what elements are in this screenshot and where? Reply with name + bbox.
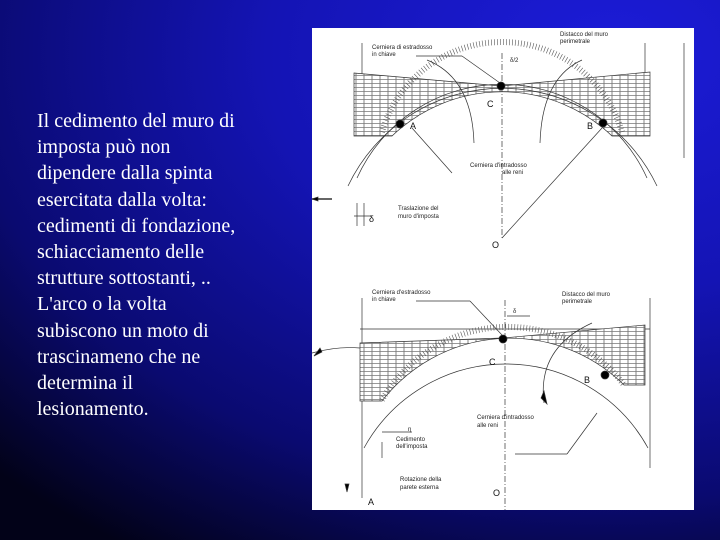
text-line: trascinameno che ne xyxy=(37,345,201,368)
label-hinge-key-2: in chiave xyxy=(372,52,396,58)
text-line: determina il xyxy=(37,372,134,395)
top-diagram xyxy=(312,42,684,238)
text-line: L'arco o la volta xyxy=(37,293,167,316)
label-eta: η xyxy=(408,427,412,433)
label-settlement-1: Cedimento xyxy=(396,437,426,443)
point-o-bottom: O xyxy=(493,488,501,498)
point-c: C xyxy=(487,99,494,109)
label-intrados-1-bottom: Cerniera d'intradosso xyxy=(477,415,534,421)
bottom-diagram xyxy=(312,298,650,510)
text-line: strutture sottostanti, .. xyxy=(37,267,211,290)
arch-mechanism-figure xyxy=(312,28,694,510)
slide-body-text xyxy=(37,108,307,422)
label-rotation-1: Rotazione della xyxy=(400,477,442,483)
label-hinge-key-2-bottom: in chiave xyxy=(372,297,396,303)
point-c-bottom: C xyxy=(489,357,496,367)
label-delta-bottom: δ xyxy=(513,309,517,315)
text-line: cedimenti di fondazione, xyxy=(37,214,236,237)
text-line: dipendere dalla spinta xyxy=(37,162,213,185)
label-translation-1: Traslazione del xyxy=(398,206,439,212)
label-detach-2-bottom: perimetrale xyxy=(562,299,593,305)
label-hinge-key-1-bottom: Cerniera d'estradosso xyxy=(372,290,431,296)
label-delta: δ xyxy=(369,214,375,224)
label-detach-2: perimetrale xyxy=(560,39,591,45)
label-detach-1: Distacco del muro xyxy=(560,32,609,38)
label-intrados-1: Cerniera d'intradosso xyxy=(470,163,527,169)
label-detach-1-bottom: Distacco del muro xyxy=(562,292,611,298)
text-line: imposta può non xyxy=(37,136,171,159)
point-b-bottom: B xyxy=(584,375,591,385)
point-a-bottom: A xyxy=(368,497,375,507)
label-hinge-key-1: Cerniera di estradosso xyxy=(372,45,433,51)
text-line: lesionamento. xyxy=(37,398,149,421)
label-settlement-2: dell'imposta xyxy=(396,444,428,450)
label-rotation-2: parete esterna xyxy=(400,485,439,491)
text-line: Il cedimento del muro di xyxy=(37,110,235,132)
label-intrados-2-bottom: alle reni xyxy=(477,423,499,429)
label-translation-2: muro d'imposta xyxy=(398,214,439,220)
label-intrados-2: alle reni xyxy=(502,170,524,176)
point-b: B xyxy=(587,121,594,131)
text-line: subiscono un moto di xyxy=(37,319,209,342)
point-a: A xyxy=(410,121,417,131)
text-line: esercitata dalla volta: xyxy=(37,188,207,211)
label-delta-half: δ/2 xyxy=(510,58,519,64)
text-line: schiacciamento delle xyxy=(37,241,205,264)
point-o: O xyxy=(492,240,500,250)
